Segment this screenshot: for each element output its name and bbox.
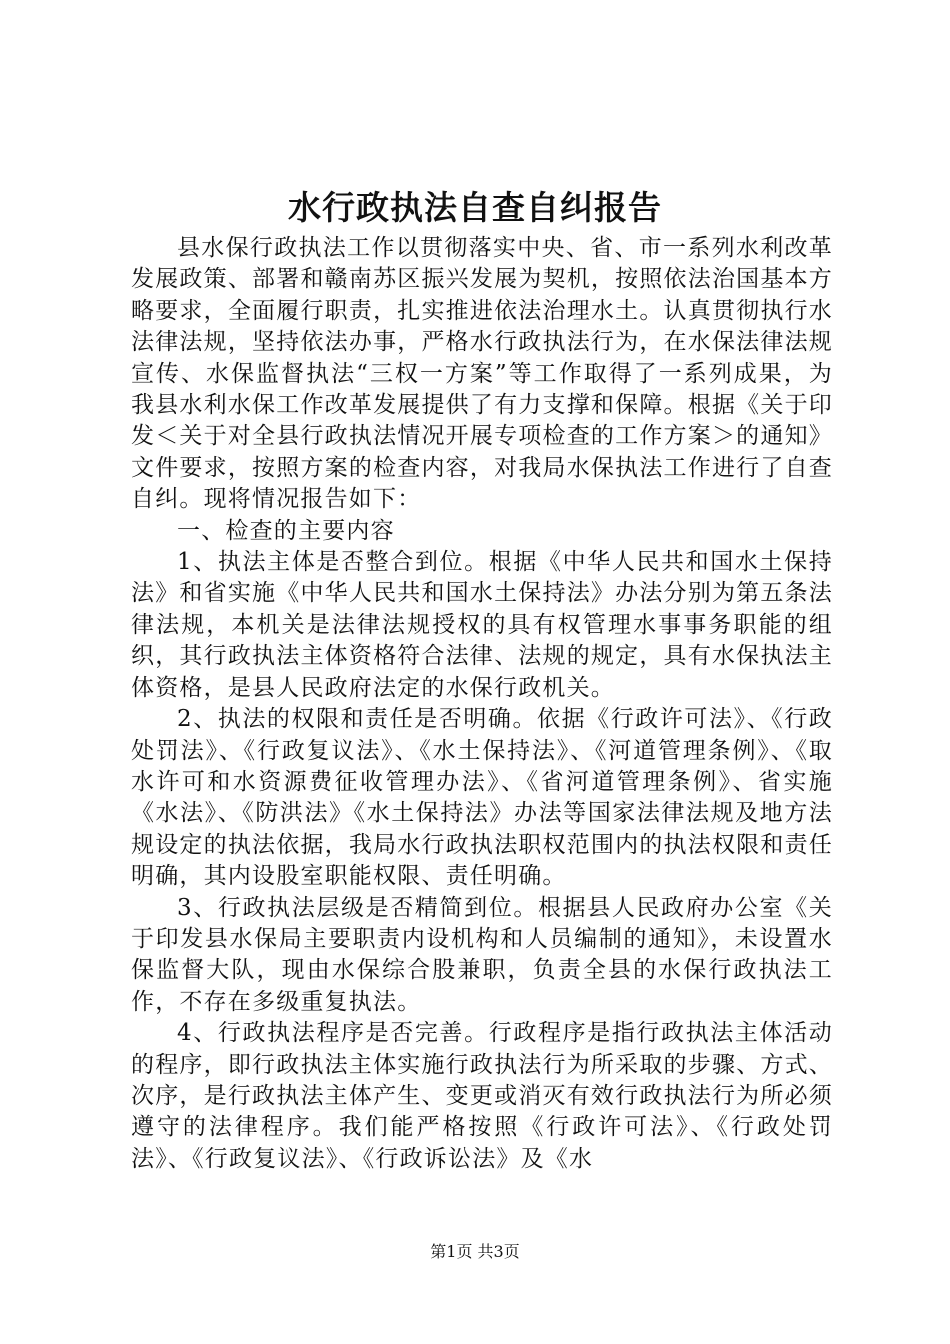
item-paragraph-4: 4、行政执法程序是否完善。行政程序是指行政执法主体活动的程序，即行政执法主体实施行政执法行为所采取的步骤、方式、次序，是行政执法主体产生、变更或消灭有效行政执法行为所必须遵守的法律程序。我们能严格按照《行政许可法》、《行政处罚法》、《行政复议法》、《行政诉讼法》及《水 bbox=[131, 1020, 833, 1172]
document-body bbox=[131, 233, 833, 1175]
section-heading: 一、检查的主要内容 bbox=[177, 517, 395, 544]
document-title: 水行政执法自查自纠报告 bbox=[288, 188, 662, 227]
page-number-footer: 第1页 共3页 bbox=[430, 1242, 520, 1261]
item-paragraph-3: 3、行政执法层级是否精简到位。根据县人民政府办公室《关于印发县水保局主要职责内设机构和人员编制的通知》，未设置水保监督大队，现由水保综合股兼职，负责全县的水保行政执法工作，不存在多级重复执法。 bbox=[131, 894, 833, 1015]
item-paragraph-2: 2、执法的权限和责任是否明确。依据《行政许可法》、《行政处罚法》、《行政复议法》、《水土保持法》、《河道管理条例》、《取水许可和水资源费征收管理办法》、《省河道管理条例》、省实施《水法》、《防洪法》《水土保持法》办法等国家法律法规及地方法规设定的执法依据，我局水行政执法职权范围内的执法权限和责任明确，其内设股室职能权限、责任明确。 bbox=[131, 706, 833, 890]
item-paragraph-1: 1、执法主体是否整合到位。根据《中华人民共和国水土保持法》和省实施《中华人民共和国水土保持法》办法分别为第五条法律法规，本机关是法律法规授权的具有权管理水事事务职能的组织，其行政执法主体资格符合法律、法规的规定，具有水保执法主体资格，是县人民政府法定的水保行政机关。 bbox=[131, 549, 833, 701]
intro-paragraph: 县水保行政执法工作以贯彻落实中央、省、市一系列水利改革发展政策、部署和赣南苏区振兴发展为契机，按照依法治国基本方略要求，全面履行职责，扎实推进依法治理水土。认真贯彻执行水法律法规，坚持依法办事，严格水行政执法行为，在水保法律法规宣传、水保监督执法“三权一方案”等工作取得了一系列成果，为我县水利水保工作改革发展提供了有力支撑和保障。根据《关于印发＜关于对全县行政执法情况开展专项检查的工作方案＞的通知》文件要求，按照方案的检查内容，对我局水保执法工作进行了自查自纠。现将情况报告如下： bbox=[131, 235, 833, 513]
